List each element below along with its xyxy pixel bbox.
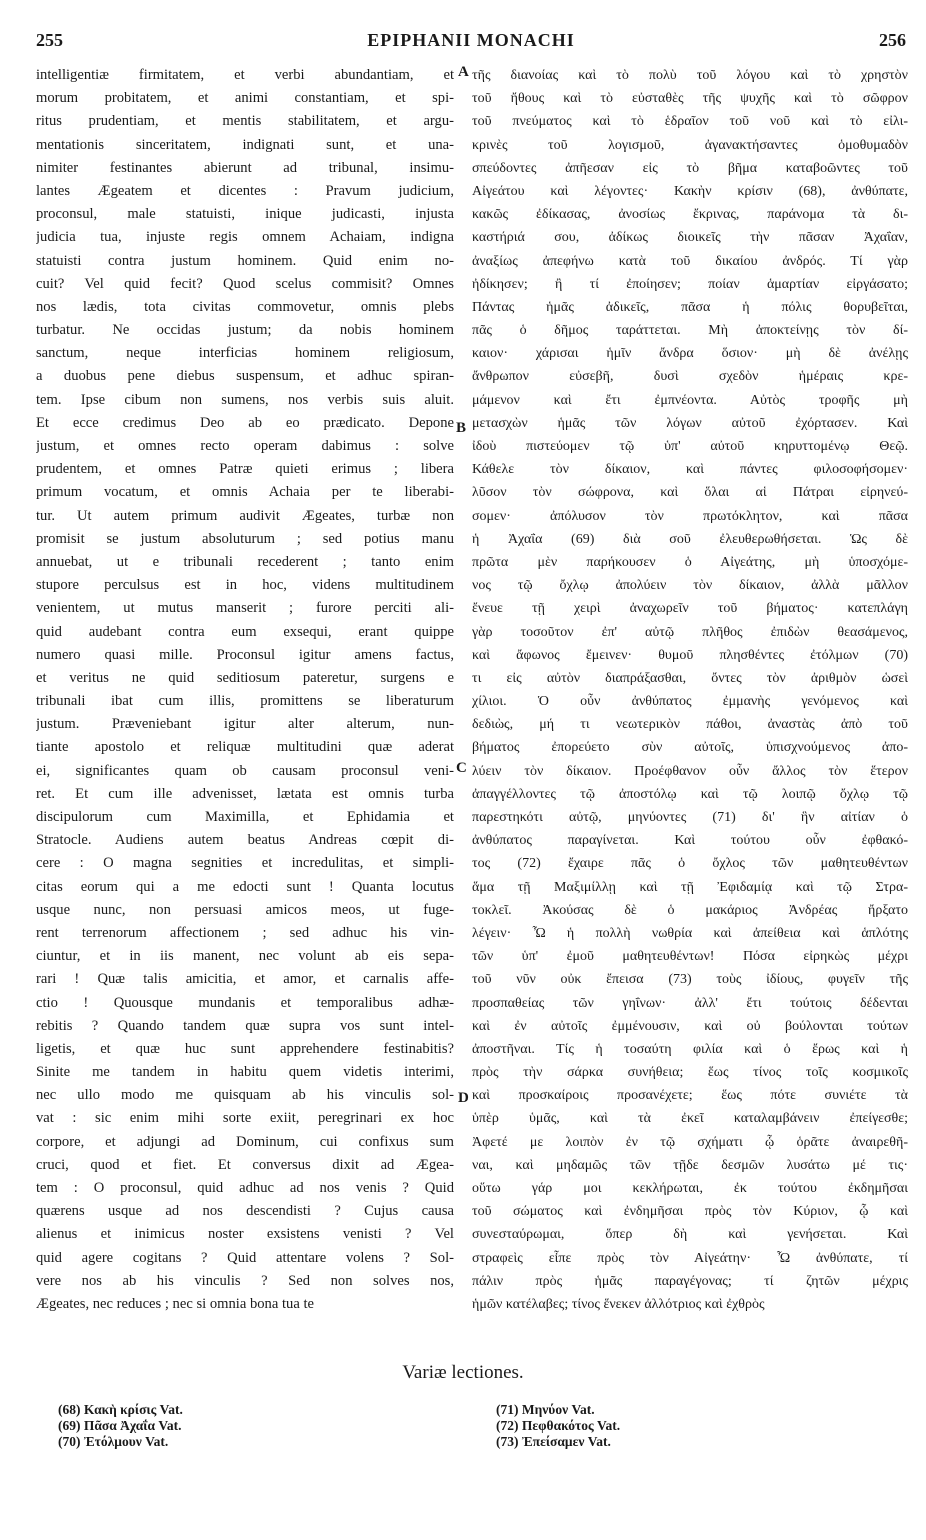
- latin-text-line: sanctum, neque interficias hominem religiosum,: [36, 345, 454, 362]
- greek-text-line: πρῶτα μὲν παρήκουσεν ὁ Αἰγεάτης, μὴ ὑποσχόμε-: [472, 554, 908, 570]
- latin-text-line: quærens usque ad nos descendisti ? Cujus causa: [36, 1203, 454, 1220]
- greek-text-line: σπεύδοντες ἀπῆεσαν εἰς τὸ βῆμα καταβοῶντες τοῦ: [472, 160, 908, 176]
- greek-text-line: ἀναξίως ἀπεφήνω κατὰ τοῦ δικαίου ἀνδρός. Τί γὰρ: [472, 253, 908, 269]
- latin-text-line: justum, et omnes recto operam dabimus : solve: [36, 438, 454, 454]
- latin-text-line: tiante apostolo et reliquæ multitudini quæ aderat: [36, 739, 454, 756]
- footnote: (71) Μηνύον Vat.: [496, 1402, 595, 1417]
- latin-text-line: justum. Præveniebant igitur alter alterum, nun-: [36, 716, 454, 733]
- greek-text-line: γὰρ τοσοῦτον ἐπ' αὐτῷ πλῆθος ἐπιδὼν θεασάμενος,: [472, 624, 908, 640]
- latin-text-line: annuebat, ut e tribunali recederent ; tanto enim: [36, 553, 454, 570]
- greek-text-line: μετασχὼν ἡμᾶς τῶν λόγων αὐτοῦ ἐχόρτασεν. Καὶ: [472, 415, 908, 431]
- greek-text-line: τοκλεῖ. Ἀκούσας δὲ ὁ μακάριος Ἀνδρέας ἤρξατο: [472, 902, 908, 918]
- page-number-right: 256: [879, 30, 906, 50]
- latin-text-line: a duobus pene diebus suspensum, et adhuc spiran-: [36, 368, 454, 385]
- latin-text-line: tur. Ut autem primum audivit Ægeates, turbæ non: [36, 507, 454, 524]
- latin-text-line: promisit se justum absoluturum ; sed potius manu: [36, 530, 454, 547]
- variae-lectiones-heading: Variæ lectiones.: [402, 1362, 524, 1383]
- greek-text-line: τῶν ὑπ' ἐμοῦ μαθητευθέντων! Πόσα εἰρηκὼς μέχρι: [472, 949, 908, 965]
- footnotes-left: [58, 1402, 183, 1451]
- greek-text-line: ἔνευε τῇ χειρὶ ἀναχωρεῖν τοῦ βήματος· κατεπλάγη: [472, 601, 908, 617]
- latin-text-line: ei, significantes quam ob causam proconsul veni-: [36, 762, 454, 779]
- greek-text-line: κακῶς ἐδίκασας, ἀνοσίως ἔκρινας, παράνομα τὰ δι-: [472, 207, 908, 223]
- greek-text-line: ἡ Ἀχαΐα (69) διὰ σοῦ ἐλευθερωθήσεται. Ὡς δὲ: [472, 531, 908, 547]
- latin-text-line: primum vocatum, et omnis Achaia per te liberabi-: [36, 484, 454, 501]
- latin-text-line: nos lædis, tota civitas commovetur, omnis plebs: [36, 298, 454, 315]
- latin-text-line: nimiter festinantes abierunt ad tribunal, insimu-: [36, 159, 454, 176]
- greek-text-line: τοῦ νῦν οὐκ ἔπεισα (73) τοὺς ἰδίους, φυγεῖν τῆς: [472, 972, 908, 988]
- greek-text-line: στραφεὶς εἶπε πρὸς τὸν Αἰγεάτην· Ὦ ἀνθύπατε, τί: [472, 1250, 908, 1266]
- latin-text-line: tribunali ibat cum illis, promittens se liberaturum: [36, 693, 454, 710]
- footnote: (68) Κακὴ κρίσις Vat.: [58, 1402, 183, 1417]
- greek-text-line: τῆς διανοίας καὶ τὸ πολὺ τοῦ λόγου καὶ τὸ χρηστὸν: [472, 68, 908, 83]
- latin-text-line: cruci, quod et fiet. Et conversus dixit ad Ægea-: [36, 1156, 454, 1173]
- latin-text-line: ciuntur, et in iis manent, nec volunt ab eis sepa-: [36, 948, 454, 965]
- latin-text-line: turbatur. Ne occidas justum; da nobis hominem: [36, 322, 454, 339]
- latin-text-line: rari ! Quæ talis amicitia, et amor, et carnalis affe-: [36, 971, 454, 988]
- latin-text-line: intelligentiæ firmitatem, et verbi abundantiam, et: [36, 67, 454, 83]
- section-marker-a: A: [458, 64, 469, 80]
- footnote: (72) Πεφθακότος Vat.: [496, 1418, 621, 1434]
- page-number-left: 255: [36, 30, 63, 50]
- greek-text-line: ἰδοὺ πιστεύομεν τῷ ὑπ' αὐτοῦ κηρυττομένῳ Θεῷ.: [472, 439, 908, 454]
- greek-text-line: τι εἰς αὐτὸν διαπράξασθαι, ὄντες τὸν ἀριθμὸν ὡσεὶ: [472, 670, 908, 686]
- footnotes-right: [496, 1402, 620, 1451]
- greek-text-line: νος τῷ ὄχλῳ ἀπολύειν τὸν δίκαιον, ἀλλὰ μᾶλλον: [472, 578, 908, 594]
- latin-text-line: tem : O proconsul, quid adhuc ad nos venis ? Quid: [36, 1180, 454, 1196]
- latin-text-line: ritus prudentiam, et mentis stabilitatem, et argu-: [36, 113, 454, 130]
- greek-text-line: καστήριά σου, ἀδίκως διοικεῖς τὴν πᾶσαν Ἀχαΐαν,: [472, 230, 908, 246]
- section-marker-d: D: [458, 1090, 469, 1106]
- latin-text-line: prudentem, et omnes Patræ quieti erimus ; libera: [36, 461, 454, 478]
- greek-text-line: ἅμα τῇ Μαξιμίλλῃ καὶ τῇ Ἐφιδαμίᾳ καὶ τῷ Στρα-: [472, 879, 908, 895]
- latin-text-line: rent terrenorum affectionem ; sed adhuc his vin-: [36, 924, 454, 941]
- latin-text-line: ret. Et cum ille advenisset, lætata est omnis turba: [36, 785, 454, 802]
- greek-text-line: καὶ ἄφωνος ἔμεινεν· θυμοῦ πλησθέντες ἐτόλμων (70): [472, 647, 908, 663]
- greek-text-line: οὕτω γάρ μοι κεκλήρωται, ἐκ τούτου ἐκδημῆσαι: [472, 1181, 908, 1196]
- greek-text-line: τοῦ πνεύματος καὶ τὸ ἑδραῖον τοῦ νοῦ καὶ τὸ εἰλι-: [472, 114, 908, 130]
- latin-text-line: lantes Ægeatem et dicentes : Pravum judicium,: [36, 182, 454, 199]
- latin-text-line: cere : O magna segnities et incredulitas, et simpli-: [36, 855, 454, 872]
- greek-text-line: ἄνθρωπον εὐσεβῆ, δυσὶ σχεδὸν ἡμέραις κρε-: [472, 369, 908, 385]
- latin-text-line: Ægeates, nec reduces ; nec si omnia bona tua te: [36, 1295, 314, 1312]
- latin-text-line: discipulorum cum Maximilla, et Ephidamia et: [36, 809, 454, 825]
- greek-text-line: καὶ ἐν αὐτοῖς ἐμμένουσιν, καὶ οὐ βούλονται τούτων: [472, 1018, 908, 1034]
- running-header: [36, 30, 906, 54]
- greek-text-line: δεδιὼς, μή τι νεωτερικὸν πάθοι, ἀναστὰς ἀπὸ τοῦ: [472, 717, 908, 733]
- greek-text-line: ὑπὲρ ὑμᾶς, καὶ τὰ ἐκεῖ καταλαμβάνειν ἐπείγεσθε;: [472, 1111, 908, 1127]
- running-title: EPIPHANII MONACHI: [367, 30, 575, 50]
- latin-text-line: nec ullo modo me quisquam ab his vinculis sol-: [36, 1087, 454, 1104]
- greek-text-line: πᾶς ὁ δῆμος ταράττεται. Μὴ ἀποκτείνῃς τὸν δί-: [472, 323, 908, 339]
- greek-text-line: κρινὲς τοῦ λογισμοῦ, ἀγανακτήσαντες ὁμοθυμαδὸν: [472, 137, 908, 153]
- greek-text-line: συνεσταύρωμαι, ὅπερ δὴ καὶ γενήσεται. Καὶ: [472, 1227, 908, 1243]
- footnote: (73) Ἐπείσαμεν Vat.: [496, 1434, 611, 1450]
- greek-text-line: βήματος ἐπορεύετο σὺν αὐτοῖς, ὑπισχνούμενος ἀπο-: [472, 740, 908, 756]
- latin-text-line: Stratocle. Audiens autem beatus Andreas cœpit di-: [36, 832, 454, 849]
- latin-text-line: et veritus ne quid seditiosum pateretur, surgens e: [36, 669, 454, 686]
- latin-text-line: quid agere cogitans ? Quid attentare volens ? Sol-: [36, 1249, 454, 1266]
- greek-text-line: ἀποστῆναι. Τίς ἡ τοσαύτη φιλία καὶ ὁ ἔρως καὶ ἡ: [472, 1041, 908, 1057]
- greek-text-line: πάλιν πρὸς ἡμᾶς παραγέγονας; τί ζητῶν μέχρις: [472, 1273, 908, 1289]
- latin-column: [36, 64, 454, 1316]
- footnote: (69) Πᾶσα Ἀχαΐα Vat.: [58, 1418, 182, 1434]
- greek-text-line: χίλιοι. Ὁ οὖν ἀνθύπατος ἐμμανὴς γενόμενος καὶ: [472, 694, 908, 710]
- greek-text-line: Πάντας ἡμᾶς ἀδικεῖς, πᾶσα ἡ πόλις θορυβεῖται,: [472, 299, 908, 315]
- section-marker-c: C: [456, 760, 467, 776]
- greek-text-line: σομεν· ἀπόλυσον τὸν πρωτόκλητον, καὶ πᾶσα: [472, 508, 908, 524]
- greek-text-line: λύειν τὸν δίκαιον. Προέφθανον οὖν ἄλλος τὸν ἕτερον: [472, 763, 908, 779]
- greek-text-line: Κάθελε τὸν δίκαιον, καὶ πάντες φιλοσοφήσομεν·: [472, 462, 908, 478]
- greek-text-line: καὶ προσκαίροις προσανέχετε; ἕως πότε συνιέτε τὰ: [472, 1088, 908, 1104]
- greek-text-line: παρεστηκότι αὐτῷ, μηνύοντες (71) δι' ἣν αἰτίαν ὁ: [472, 810, 908, 825]
- greek-text-line: τος (72) ἔχαιρε πᾶς ὁ ὄχλος τῶν μαθητευθέντων: [472, 856, 908, 872]
- latin-text-line: corpore, et adjungi ad Dominum, cui confixus sum: [36, 1133, 454, 1150]
- greek-text-line: Αἰγεάτου καὶ λέγοντες· Κακὴν κρίσιν (68), ἀνθύπατε,: [472, 183, 908, 199]
- greek-column: [472, 64, 908, 1316]
- latin-text-line: numero quasi mille. Proconsul igitur amens factus,: [36, 646, 454, 663]
- latin-text-line: Sinite me tandem in habitu quem videtis interimi,: [36, 1064, 454, 1081]
- latin-text-line: quid audebant contra eum exsequi, erant quippe: [36, 623, 454, 640]
- greek-text-line: ἡμῶν κατέλαβες; τίνος ἕνεκεν ἀλλότριος καὶ ἐχθρὸς: [472, 1296, 765, 1312]
- greek-text-line: ἠδίκησεν; ἢ τί ἐποίησεν; ποίαν ἁμαρτίαν εἰργάσατο;: [472, 276, 908, 292]
- latin-text-line: tem. Ipse cibum non sumens, nos verbis suis aluit.: [36, 391, 454, 408]
- latin-text-line: stupore perculsus est in hoc, videns multitudinem: [36, 577, 454, 594]
- greek-text-line: τοῦ ἤθους καὶ τὸ εὐσταθὲς τῆς ψυχῆς καὶ τὸ σῶφρον: [472, 91, 908, 107]
- section-marker-b: B: [456, 420, 467, 436]
- greek-text-line: προσπαθείας τῶν γηΐνων· ἀλλ' ἔτι τούτοις δέδενται: [472, 995, 908, 1011]
- greek-text-line: καιον· χάρισαι ἡμῖν ἄνδρα ὅσιον· μὴ δὲ ἀνέλῃς: [472, 346, 908, 362]
- latin-text-line: vere nos ab his vinculis ? Sed non solves nos,: [36, 1272, 454, 1289]
- latin-text-line: proconsul, male statuisti, inique judicasti, injusta: [36, 206, 454, 223]
- latin-text-line: cuit? Vel quid fecit? Quod scelus commisit? Omnes: [36, 275, 454, 292]
- latin-text-line: alienus et inimicus noster exsistens venisti ? Vel: [36, 1226, 454, 1243]
- greek-text-line: μάμενον καὶ ἔτι ἐμπνέοντα. Αὐτὸς τροφῆς μὴ: [472, 392, 908, 408]
- greek-text-line: πρὸς τὴν σάρκα συνήθεια; ἕως τίνος τοῖς κοσμικοῖς: [472, 1065, 908, 1081]
- latin-text-line: ligetis, et quæ huc sunt apprehendere festinabitis?: [36, 1040, 454, 1057]
- latin-text-line: statuisti contra justum hominem. Quid enim no-: [36, 252, 454, 269]
- latin-text-line: usque nunc, non persuasi amicos meos, ut fuge-: [36, 901, 454, 918]
- latin-text-line: vat : sic enim mihi sorte exiit, peregrinari ex hoc: [36, 1110, 454, 1127]
- latin-text-line: rebitis ? Quando tandem quæ supra vos sunt intel-: [36, 1017, 454, 1034]
- greek-text-line: ἀνθύπατος παραγίνεται. Καὶ τούτου οὖν ἐφθακό-: [472, 833, 908, 849]
- greek-text-line: ναι, καὶ μηδαμῶς τῶν τῇδε δεσμῶν λυσάτω μέ τις·: [472, 1157, 908, 1173]
- latin-text-line: judicia tua, injuste regis omnem Achaiam, indigna: [36, 229, 454, 246]
- latin-text-line: ctio ! Quousque mundanis et temporalibus adhæ-: [36, 994, 454, 1011]
- greek-text-line: Ἀφετέ με λοιπὸν ἐν τῷ σχήματι ᾧ ὁρᾶτε ἀναιρεθῆ-: [472, 1134, 908, 1150]
- greek-text-line: ἀπαγγέλλοντες τῷ ἀποστόλῳ καὶ τῷ λοιπῷ ὄχλῳ τῷ: [472, 786, 908, 802]
- greek-text-line: λῦσον τὸν σώφρονα, καὶ ὅλαι αἱ Πάτραι εἰρηνεύ-: [472, 485, 908, 501]
- greek-text-line: τοῦ σώματος καὶ ἐνδημῆσαι πρὸς τὸν Κύριον, ᾧ καὶ: [472, 1204, 908, 1220]
- latin-text-line: morum probitatem, et animi constantiam, et spi-: [36, 90, 454, 107]
- latin-text-line: Et ecce credimus Deo ab eo prædicato. Depone: [36, 414, 454, 431]
- latin-text-line: mentationis sinceritatem, indignati sunt, et una-: [36, 136, 454, 153]
- footnote: (70) Ἐτόλμουν Vat.: [58, 1434, 169, 1450]
- latin-text-line: citas eorum qui a me edocti sunt ! Quanta locutus: [36, 878, 454, 895]
- greek-text-line: λέγειν· Ὦ ἡ πολλὴ νωθρία καὶ ἀπείθεια καὶ ἁπλότης: [472, 925, 908, 941]
- latin-text-line: venientem, ut mutus manserit ; furore perciti ali-: [36, 600, 454, 617]
